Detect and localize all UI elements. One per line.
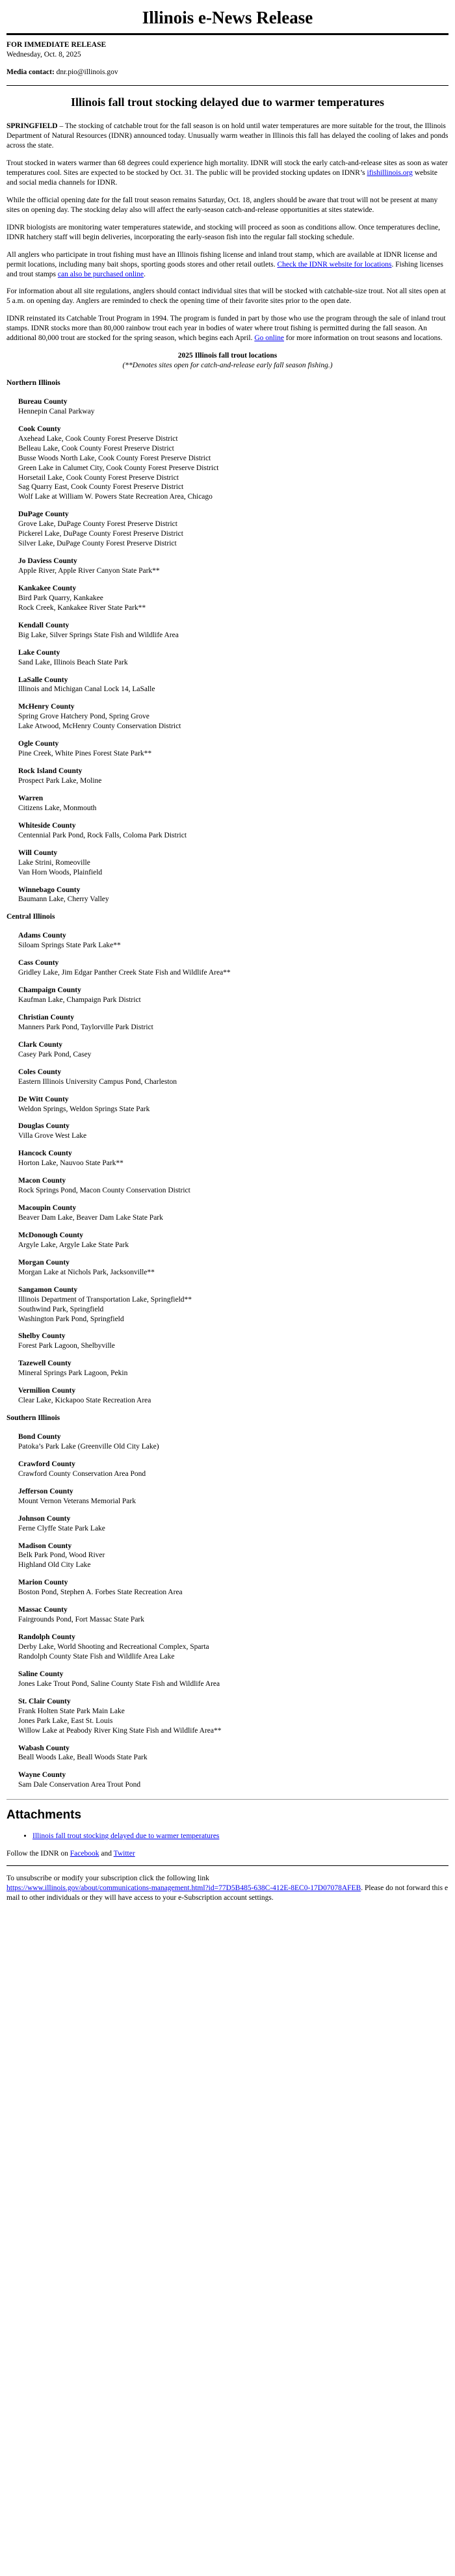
follow-prefix: Follow the IDNR on xyxy=(6,1849,70,1858)
stocking-site: Lake Atwood, McHenry County Conservation District xyxy=(18,722,181,731)
county-block xyxy=(18,621,448,640)
stocking-site: Weldon Springs, Weldon Springs State Park xyxy=(18,1105,150,1113)
county-name: McDonough County xyxy=(18,1231,84,1239)
release-date: Wednesday, Oct. 8, 2025 xyxy=(6,51,81,59)
county-block xyxy=(18,794,448,813)
county-block xyxy=(18,397,448,417)
county-block xyxy=(18,931,448,951)
unsubscribe-link[interactable]: https://www.illinois.gov/about/communications-management.html?id=77D5B485-638C-412E-8EC0-17D07078AFEB xyxy=(6,1884,361,1892)
county-name: Crawford County xyxy=(18,1460,75,1468)
county-block xyxy=(18,1386,448,1406)
county-name: Hancock County xyxy=(18,1150,72,1158)
paragraph-5-text-mid: . Fishing licenses and trout stamps xyxy=(6,260,444,278)
stocking-site: Pickerel Lake, DuPage County Forest Preserve District xyxy=(18,530,183,538)
county-name: Macon County xyxy=(18,1177,66,1185)
stocking-site: Centennial Park Pond, Rock Falls, Coloma Park District xyxy=(18,831,187,839)
county-block xyxy=(18,1203,448,1223)
stocking-site: Patoka’s Park Lake (Greenville Old City Lake) xyxy=(18,1442,159,1451)
paragraph-2-text-end: website and social media channels for IDNR. xyxy=(6,169,437,187)
county-block xyxy=(18,557,448,576)
county-block xyxy=(18,821,448,841)
stocking-site: Clear Lake, Kickapoo State Recreation Area xyxy=(18,1397,151,1405)
county-block xyxy=(18,1514,448,1534)
paragraph-2 xyxy=(6,159,448,188)
county-block xyxy=(18,886,448,905)
locations-title: 2025 Illinois fall trout locations xyxy=(177,352,278,360)
license-locations-link[interactable]: Check the IDNR website for locations xyxy=(277,260,392,269)
county-block xyxy=(18,1231,448,1250)
stocking-site: Horsetail Lake, Cook County Forest Preserve District xyxy=(18,473,179,482)
county-name: Jo Daviess County xyxy=(18,557,77,566)
stocking-site: Rock Springs Pond, Macon County Conservation District xyxy=(18,1187,190,1195)
county-block xyxy=(18,1040,448,1060)
media-contact xyxy=(6,68,448,77)
stocking-site: Horton Lake, Nauvoo State Park** xyxy=(18,1159,124,1168)
county-block xyxy=(18,958,448,978)
county-block xyxy=(18,510,448,549)
twitter-link[interactable]: Twitter xyxy=(113,1849,135,1858)
masthead-rule xyxy=(6,33,448,35)
stocking-site: Baumann Lake, Cherry Valley xyxy=(18,895,109,904)
stocking-site: Rock Creek, Kankakee River State Park** xyxy=(18,603,146,612)
stocking-site: Frank Holten State Park Main Lake xyxy=(18,1707,125,1715)
county-block xyxy=(18,1770,448,1790)
stocking-site: Highland Old City Lake xyxy=(18,1561,91,1570)
county-name: Sangamon County xyxy=(18,1285,78,1294)
county-block xyxy=(18,1460,448,1479)
county-name: Kankakee County xyxy=(18,584,77,592)
dateline: SPRINGFIELD xyxy=(6,122,58,131)
county-name: Douglas County xyxy=(18,1122,70,1131)
stocking-site: Pine Creek, White Pines Forest State Park** xyxy=(18,750,152,758)
county-block xyxy=(18,1605,448,1625)
attachment-item xyxy=(32,1832,448,1841)
stocking-site: Fairgrounds Pond, Fort Massac State Park xyxy=(18,1616,145,1624)
stocking-site: Forest Park Lagoon, Shelbyville xyxy=(18,1342,115,1350)
unsubscribe-text xyxy=(6,1874,448,1903)
attachments-heading: Attachments xyxy=(6,1808,82,1822)
ifishillinois-link[interactable]: ifishillinois.org xyxy=(367,169,413,177)
intro-paragraph xyxy=(6,122,448,151)
county-name: Tazewell County xyxy=(18,1360,72,1368)
stocking-site: Bird Park Quarry, Kankakee xyxy=(18,594,103,602)
stocking-site: Morgan Lake at Nichols Park, Jacksonville** xyxy=(18,1268,155,1276)
paragraph-3: While the official opening date for the fall trout season remains Saturday, Oct. 18, anglers should be aware that trout will not be present at many sites on opening day. The stocking delay also will affect the early-season catch-and-release opportunities at sites statewide. xyxy=(6,196,438,214)
county-name: Randolph County xyxy=(18,1633,75,1642)
region-heading: Southern Illinois xyxy=(6,1414,60,1423)
county-name: DuPage County xyxy=(18,510,69,519)
stocking-site: Siloam Springs State Park Lake** xyxy=(18,941,121,950)
county-block xyxy=(18,739,448,759)
stocking-site: Mineral Springs Park Lagoon, Pekin xyxy=(18,1369,128,1378)
paragraph-2-text: Trout stocked in waters warmer than 68 degrees could experience high mortality. IDNR will stock the early catch-and-release sites as soon as water temperatures cool. Sites are expected to be stocked by Oct. 31. The public will be provided stocking updates on IDNR’s xyxy=(6,159,448,177)
paragraph-5-text-end: . xyxy=(144,270,146,278)
county-name: De Witt County xyxy=(18,1095,69,1103)
county-block xyxy=(18,1068,448,1087)
county-block xyxy=(18,1697,448,1736)
paragraph-5 xyxy=(6,250,448,280)
facebook-link[interactable]: Facebook xyxy=(70,1849,99,1858)
stocking-site: Belk Park Pond, Wood River xyxy=(18,1551,105,1560)
county-name: Whiteside County xyxy=(18,821,76,830)
county-name: Macoupin County xyxy=(18,1204,77,1213)
county-block xyxy=(18,1578,448,1597)
stocking-site: Big Lake, Silver Springs State Fish and Wildlife Area xyxy=(18,631,179,639)
media-contact-label: Media contact: xyxy=(6,68,55,76)
stocking-site: Argyle Lake, Argyle Lake State Park xyxy=(18,1241,129,1249)
stocking-site: Axehead Lake, Cook County Forest Preserve District xyxy=(18,434,178,443)
county-block xyxy=(18,1633,448,1662)
county-name: Rock Island County xyxy=(18,767,83,776)
region-heading: Central Illinois xyxy=(6,913,55,921)
county-block xyxy=(18,1176,448,1196)
county-name: Adams County xyxy=(18,932,66,940)
stocking-site: Willow Lake at Peabody River King State Fish and Wildlife Area** xyxy=(18,1726,222,1735)
intro-text: – The stocking of catchable trout for the fall season is on hold until water temperatures are more suitable for the trout, the Illinois Department of Natural Resources (IDNR) announced today. Unusually warm weather in Illinois this fall has delayed the cooling of lakes and ponds across the state. xyxy=(6,122,448,150)
purchase-online-link[interactable]: can also be purchased online xyxy=(57,270,144,278)
county-name: LaSalle County xyxy=(18,676,68,684)
stocking-site: Sag Quarry East, Cook County Forest Preserve District xyxy=(18,483,184,492)
county-name: Jefferson County xyxy=(18,1487,73,1495)
stocking-site: Gridley Lake, Jim Edgar Panther Creek State Fish and Wildlife Area** xyxy=(18,969,231,977)
county-name: Cass County xyxy=(18,959,59,967)
stocking-site: Derby Lake, World Shooting and Recreational Complex, Sparta xyxy=(18,1643,209,1651)
stocking-site: Van Horn Woods, Plainfield xyxy=(18,868,103,876)
county-name: Johnson County xyxy=(18,1514,71,1523)
county-name: Shelby County xyxy=(18,1332,66,1341)
county-block xyxy=(18,767,448,786)
county-name: Clark County xyxy=(18,1040,63,1049)
county-name: Wayne County xyxy=(18,1771,66,1780)
paragraph-5-text: All anglers who participate in trout fishing must have an Illinois fishing license and inland trout stamp, which are available at IDNR license and permit locations, including many bait shops, sporting goods stores and other retail outlets. xyxy=(6,250,437,269)
county-name: Lake County xyxy=(18,648,60,657)
county-block xyxy=(18,848,448,878)
stocking-site: Jones Park Lake, East St. Louis xyxy=(18,1716,113,1725)
county-block xyxy=(18,986,448,1005)
paragraph-7-text: IDNR reinstated its Catchable Trout Program in 1994. The program is funded in part by those who use the program through the sale of inland trout stamps. IDNR stocks more than 80,000 rainbow trout each year in bodies of water where trout fishing is permitted during the fall season. An additional 80,000 trout are stocked for the spring season, which begins each April. xyxy=(6,315,446,343)
stocking-site: Busse Woods North Lake, Cook County Forest Preserve District xyxy=(18,454,211,462)
attachment-link[interactable]: Illinois fall trout stocking delayed due to warmer temperatures xyxy=(32,1832,220,1840)
county-name: Will County xyxy=(18,848,58,857)
stocking-site: Crawford County Conservation Area Pond xyxy=(18,1469,146,1478)
attachments-divider xyxy=(6,1799,448,1800)
county-block xyxy=(18,1359,448,1378)
county-name: Christian County xyxy=(18,1013,74,1021)
stocking-site: Beaver Dam Lake, Beaver Dam Lake State Park xyxy=(18,1214,163,1222)
header-divider xyxy=(6,85,448,86)
stocking-site: Boston Pond, Stephen A. Forbes State Recreation Area xyxy=(18,1588,183,1597)
county-block xyxy=(18,1744,448,1763)
region-heading: Northern Illinois xyxy=(6,379,60,388)
release-label: FOR IMMEDIATE RELEASE xyxy=(6,41,107,49)
stocking-site: Ferne Clyffe State Park Lake xyxy=(18,1524,105,1532)
county-name: St. Clair County xyxy=(18,1697,71,1705)
county-block xyxy=(18,676,448,695)
masthead: Illinois e-News Release xyxy=(142,8,313,27)
county-name: Wabash County xyxy=(18,1744,70,1752)
stocking-site: Jones Lake Trout Pond, Saline County State Fish and Wildlife Area xyxy=(18,1679,220,1688)
county-name: Cook County xyxy=(18,425,61,433)
stocking-site: Illinois Department of Transportation Lake, Springfield** xyxy=(18,1295,192,1304)
stocking-site: Villa Grove West Lake xyxy=(18,1132,87,1140)
stocking-site: Casey Park Pond, Casey xyxy=(18,1050,92,1058)
locations-list xyxy=(6,378,448,1790)
follow-line xyxy=(6,1849,448,1859)
stocking-site: Spring Grove Hatchery Pond, Spring Grove xyxy=(18,713,150,721)
stocking-site: Citizens Lake, Monmouth xyxy=(18,804,97,812)
county-block xyxy=(18,1285,448,1324)
stocking-site: Kaufman Lake, Champaign Park District xyxy=(18,996,141,1005)
footer-divider xyxy=(6,1865,448,1866)
county-block xyxy=(18,584,448,613)
attachments-list xyxy=(6,1832,448,1841)
stocking-site: Prospect Park Lake, Moline xyxy=(18,777,102,785)
paragraph-6: For information about all site regulations, anglers should contact individual sites that will be stocked with catchable-size trout. Not all sites open at 5 a.m. on opening day. Anglers are reminded to check the opening time of their favorite sites prior to the open date. xyxy=(6,287,446,306)
county-name: Massac County xyxy=(18,1606,68,1614)
stocking-site: Beall Woods Lake, Beall Woods State Park xyxy=(18,1754,148,1762)
stocking-site: Grove Lake, DuPage County Forest Preserve District xyxy=(18,520,177,529)
stocking-site: Mount Vernon Veterans Memorial Park xyxy=(18,1497,136,1505)
locations-note: (**Denotes sites open for catch-and-release early fall season fishing.) xyxy=(122,361,333,370)
county-block xyxy=(18,1013,448,1032)
unsubscribe-note: . Please do not forward this email to other individuals or they will have access to your e-Subscription account settings. xyxy=(6,1884,448,1902)
unsubscribe-label: To unsubscribe or modify your subscription click the following link xyxy=(6,1874,209,1882)
stocking-site: Sand Lake, Illinois Beach State Park xyxy=(18,658,128,666)
county-name: Champaign County xyxy=(18,986,81,995)
stocking-site: Sam Dale Conservation Area Trout Pond xyxy=(18,1781,141,1789)
county-name: McHenry County xyxy=(18,703,75,711)
paragraph-4: IDNR biologists are monitoring water temperatures statewide, and stocking will proceed as soon as conditions allow. Once temperatures decline, IDNR hatchery staff will begin deliveries, incorporating the early-season fish into the regular fall stocking schedule. xyxy=(6,223,441,241)
county-name: Ogle County xyxy=(18,740,59,748)
stocking-site: Silver Lake, DuPage County Forest Preserve District xyxy=(18,540,177,548)
county-name: Morgan County xyxy=(18,1258,70,1267)
county-block xyxy=(18,1542,448,1571)
stocking-site: Illinois and Michigan Canal Lock 14, LaSalle xyxy=(18,685,155,694)
stocking-site: Washington Park Pond, Springfield xyxy=(18,1315,124,1323)
county-block xyxy=(18,1432,448,1452)
county-name: Bond County xyxy=(18,1433,61,1441)
county-block xyxy=(18,1149,448,1168)
county-name: Bureau County xyxy=(18,397,68,406)
county-block xyxy=(18,425,448,503)
county-name: Warren xyxy=(18,794,44,802)
headline: Illinois fall trout stocking delayed due to warmer temperatures xyxy=(71,95,384,109)
stocking-site: Hennepin Canal Parkway xyxy=(18,407,95,415)
county-name: Vermilion County xyxy=(18,1387,76,1395)
stocking-site: Wolf Lake at William W. Powers State Recreation Area, Chicago xyxy=(18,493,213,501)
stocking-site: Manners Park Pond, Taylorville Park District xyxy=(18,1023,153,1031)
stocking-site: Apple River, Apple River Canyon State Park** xyxy=(18,567,160,575)
paragraph-7-text-end: for more information on trout seasons and locations. xyxy=(284,334,443,343)
stocking-site: Randolph County State Fish and Wildlife Area Lake xyxy=(18,1652,175,1661)
county-block xyxy=(18,1332,448,1351)
follow-and: and xyxy=(99,1849,114,1858)
media-contact-email: dnr.pio@illinois.gov xyxy=(56,68,118,76)
county-block xyxy=(18,702,448,731)
paragraph-7 xyxy=(6,314,448,343)
county-name: Kendall County xyxy=(18,621,70,629)
county-block xyxy=(18,1095,448,1114)
county-name: Winnebago County xyxy=(18,886,81,894)
go-online-link[interactable]: Go online xyxy=(254,334,285,343)
county-block xyxy=(18,1122,448,1141)
county-name: Saline County xyxy=(18,1670,64,1678)
county-block xyxy=(18,1487,448,1506)
stocking-site: Eastern Illinois University Campus Pond, Charleston xyxy=(18,1077,177,1086)
county-block xyxy=(18,648,448,668)
county-name: Coles County xyxy=(18,1068,62,1076)
county-name: Marion County xyxy=(18,1579,68,1587)
county-name: Madison County xyxy=(18,1542,72,1550)
county-block xyxy=(18,1258,448,1278)
stocking-site: Belleau Lake, Cook County Forest Preserve District xyxy=(18,444,174,453)
county-block xyxy=(18,1670,448,1689)
stocking-site: Lake Strini, Romeoville xyxy=(18,858,90,867)
stocking-site: Green Lake in Calumet City, Cook County Forest Preserve District xyxy=(18,464,219,472)
stocking-site: Southwind Park, Springfield xyxy=(18,1305,104,1313)
